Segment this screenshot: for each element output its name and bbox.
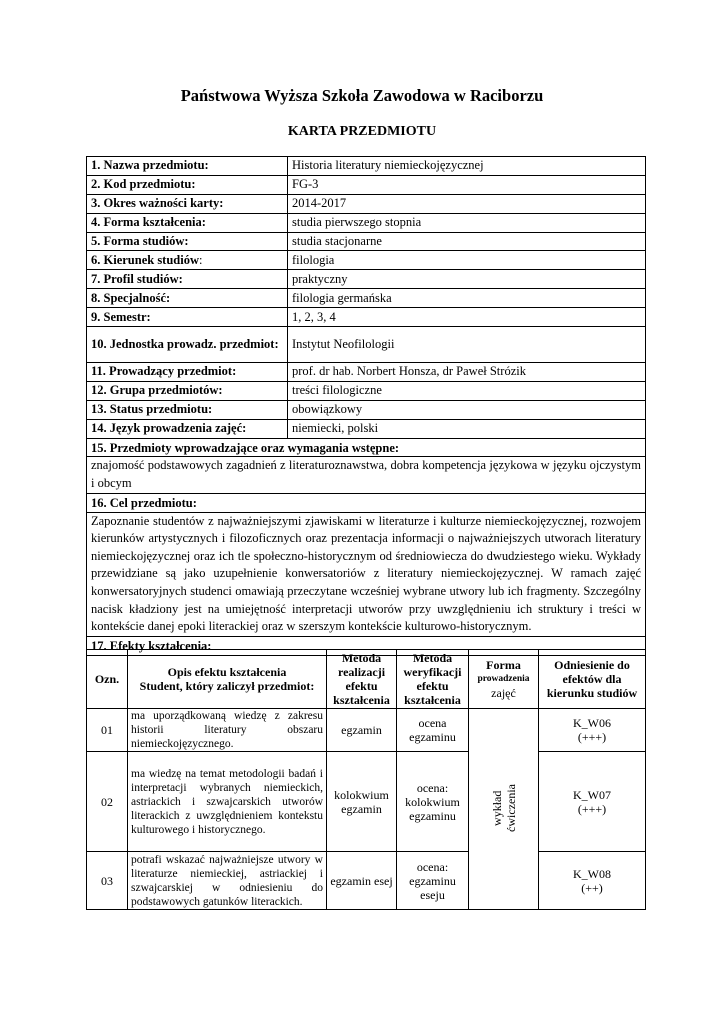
col-header-forma-bottom: zajęć [491, 686, 516, 700]
section-heading-row [87, 493, 646, 512]
outcome-reference-code: K_W06 [573, 716, 611, 730]
outcome-code: 02 [87, 752, 128, 852]
course-info-table [86, 156, 646, 656]
info-label: 13. Status przedmiotu: [87, 400, 288, 419]
outcome-reference-strength: (+++) [577, 801, 607, 816]
prerequisites-text: znajomość podstawowych zagadnień z literaturoznawstwa, dobra kompetencja językowa w języku ojczystym i obcym [87, 457, 646, 493]
info-value: FG-3 [288, 175, 646, 194]
outcome-description: potrafi wskazać najważniejsze utwory w literaturze niemieckiej, astriackiej i szwajcarskiej w odniesieniu do podstawowych gatunków literackich. [128, 852, 327, 910]
info-value: Historia literatury niemieckojęzycznej [288, 157, 646, 176]
outcome-code: 03 [87, 852, 128, 910]
info-value: 1, 2, 3, 4 [288, 308, 646, 327]
info-label: 10. Jednostka prowadz. przedmiot: [87, 327, 288, 363]
col-header-opis-line1: Opis efektu kształcenia [167, 665, 287, 679]
learning-outcomes-heading: 17. Efekty kształcenia: [87, 636, 646, 655]
info-value: filologia germańska [288, 289, 646, 308]
info-row [87, 232, 646, 251]
outcome-reference-code: K_W08 [573, 866, 611, 881]
outcome-class-form [469, 709, 539, 910]
col-header-ozn: Ozn. [87, 650, 128, 709]
outcome-description: ma wiedzę na temat metodologii badań i interpretacji wybranych niemieckich, astriackich i szwajcarskich utworów literackich z uwzględnieniem kontekstu kulturowego i historycznego. [128, 752, 327, 852]
table-row [87, 752, 646, 852]
class-form-exercises: ćwiczenia [503, 783, 518, 832]
info-row [87, 194, 646, 213]
info-label: 4. Forma kształcenia: [87, 213, 288, 232]
outcome-reference-code: K_W07 [573, 787, 611, 802]
prerequisites-heading: 15. Przedmioty wprowadzające oraz wymagania wstępne: [87, 438, 646, 457]
info-label: 8. Specjalność: [87, 289, 288, 308]
info-value: studia stacjonarne [288, 232, 646, 251]
info-label: 12. Grupa przedmiotów: [87, 381, 288, 400]
outcome-reference-strength: (+++) [577, 730, 607, 744]
info-label: 2. Kod przedmiotu: [87, 175, 288, 194]
info-row [87, 419, 646, 438]
outcome-verification-method: ocena egzaminu [397, 709, 469, 752]
outcome-realization-method: egzamin esej [327, 852, 397, 910]
info-row [87, 327, 646, 363]
col-header-odniesienie: Odniesienie do efektów dla kierunku studiów [539, 650, 646, 709]
info-value: niemiecki, polski [288, 419, 646, 438]
info-label-text: 6. Kierunek studiów [91, 252, 200, 267]
course-goal-text: Zapoznanie studentów z najważniejszymi zjawiskami w literaturze i kulturze niemieckojęzycznej, rozwojem kierunków artystycznych i filozoficznych oraz prezentacja informacji o najważniejszych utworach literatury niemieckojęzycznej oraz ich tle społeczno-historycznym od średniowiecza do dwudziestego wieku. Wykłady przewidziane są jako uzupełnienie konwersatoriów z literatury niemieckojęzycznej. W ramach zajęć konwersatoryjnych studenci omawiają przeczytane wcześniej wybrane utwory lub ich fragmenty. Szczególny nacisk kładziony jest na umiejętność interpretacji utworów przy uwzględnieniu ich struktury i treści w kontekście danej epoki literackiej oraz w szerszym kontekście kulturowo-historycznym. [87, 512, 646, 636]
info-label: 3. Okres ważności karty: [87, 194, 288, 213]
info-row [87, 175, 646, 194]
class-form-vertical-text [490, 784, 518, 832]
info-row [87, 251, 646, 270]
col-header-forma [469, 650, 539, 709]
class-form-lecture: wykład [489, 789, 504, 826]
card-title: KARTA PRZEDMIOTU [287, 124, 437, 139]
info-value: Instytut Neofilologii [288, 327, 646, 363]
col-header-opis [128, 650, 327, 709]
outcome-reference-strength: (++) [581, 880, 603, 895]
info-label: 5. Forma studiów: [87, 232, 288, 251]
col-header-forma-mid: prowadzenia [477, 674, 530, 684]
col-header-metoda-realizacji: Metoda realizacji efektu kształcenia [327, 650, 397, 709]
institution-title: Państwowa Wyższa Szkoła Zawodowa w Raciborzu [180, 86, 544, 105]
outcome-reference [539, 852, 646, 910]
info-row [87, 400, 646, 419]
outcome-verification-method: ocena: egzaminu eseju [397, 852, 469, 910]
col-header-forma-top: Forma [486, 658, 521, 672]
section-heading-row [87, 438, 646, 457]
info-row [87, 289, 646, 308]
info-value: studia pierwszego stopnia [288, 213, 646, 232]
info-value: prof. dr hab. Norbert Honsza, dr Paweł Strózik [288, 363, 646, 382]
learning-outcomes-table [86, 649, 646, 910]
outcomes-header-row [87, 650, 646, 709]
info-row [87, 213, 646, 232]
info-value: treści filologiczne [288, 381, 646, 400]
info-row [87, 157, 646, 176]
course-goal-heading: 16. Cel przedmiotu: [87, 493, 646, 512]
info-value: 2014-2017 [288, 194, 646, 213]
col-header-metoda-weryfikacji: Metoda weryfikacji efektu kształcenia [397, 650, 469, 709]
info-label: 9. Semestr: [87, 308, 288, 327]
table-row [87, 852, 646, 910]
section-text-row [87, 512, 646, 636]
info-label: 7. Profil studiów: [87, 270, 288, 289]
info-row [87, 381, 646, 400]
outcome-reference [539, 752, 646, 852]
info-label: 14. Język prowadzenia zajęć: [87, 419, 288, 438]
info-label-colon: : [199, 252, 203, 267]
info-value: obowiązkowy [288, 400, 646, 419]
outcome-code: 01 [87, 709, 128, 752]
info-label: 11. Prowadzący przedmiot: [87, 363, 288, 382]
info-row [87, 363, 646, 382]
outcome-realization-method: kolokwium egzamin [327, 752, 397, 852]
info-row [87, 308, 646, 327]
info-label [87, 251, 288, 270]
info-value: praktyczny [288, 270, 646, 289]
info-row [87, 270, 646, 289]
outcome-reference [539, 709, 646, 752]
table-row [87, 709, 646, 752]
info-value: filologia [288, 251, 646, 270]
col-header-opis-line2: Student, który zaliczył przedmiot: [139, 679, 315, 693]
info-label: 1. Nazwa przedmiotu: [87, 157, 288, 176]
section-text-row [87, 457, 646, 493]
outcome-verification-method: ocena: kolokwium egzaminu [397, 752, 469, 852]
outcome-realization-method: egzamin [327, 709, 397, 752]
outcome-description: ma uporządkowaną wiedzę z zakresu historii literatury obszaru niemieckojęzycznego. [128, 709, 327, 752]
